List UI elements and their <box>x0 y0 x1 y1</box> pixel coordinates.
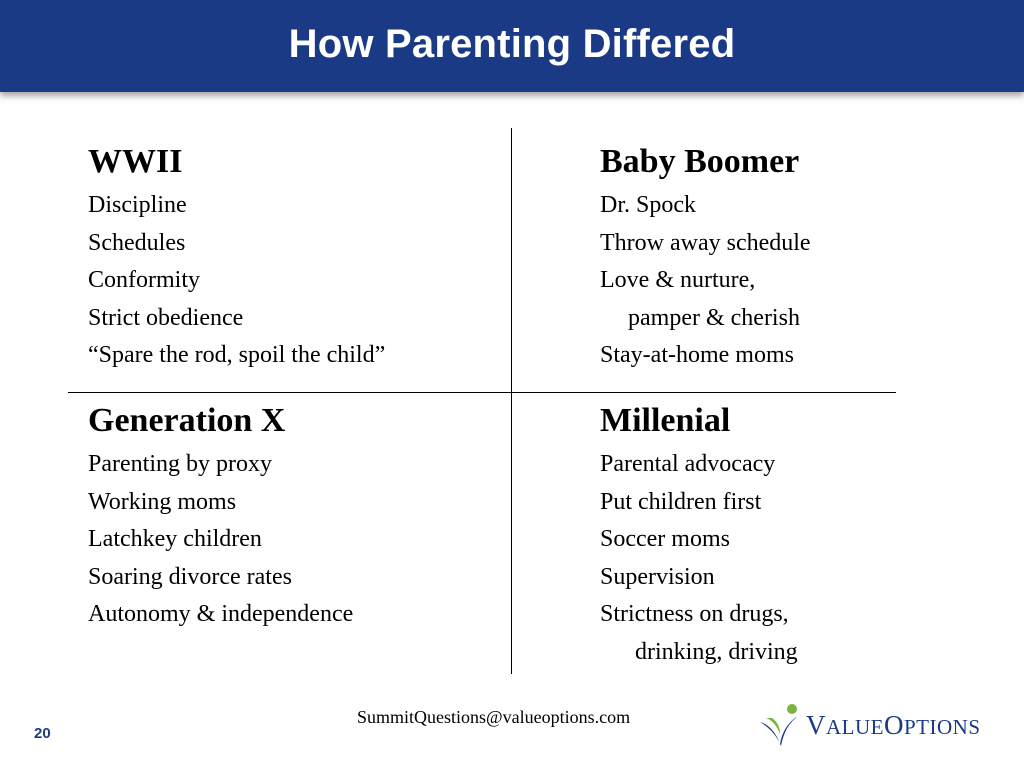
list-item: “Spare the rod, spoil the child” <box>88 342 386 369</box>
list-item-continuation: drinking, driving <box>635 638 798 665</box>
quadrant-heading: Baby Boomer <box>600 143 800 180</box>
list-item: Strictness on drugs, <box>600 601 789 628</box>
checkmark-person-icon <box>758 700 804 750</box>
quadrant-wwii <box>88 143 385 375</box>
item-list <box>88 187 385 375</box>
list-item: Parental advocacy <box>600 451 776 477</box>
slide-title: How Parenting Differed <box>288 21 736 66</box>
page-number: 20 <box>34 725 51 742</box>
logo-text <box>806 710 981 741</box>
quadrant-baby-boomer <box>600 143 811 375</box>
quadrant-heading: Generation X <box>88 402 286 439</box>
list-item: Dr. Spock <box>600 192 696 218</box>
list-item: Stay-at-home moms <box>600 342 794 369</box>
logo-letter: V <box>806 709 826 740</box>
item-list <box>88 446 353 634</box>
list-item: Love & nurture, <box>600 267 756 294</box>
quadrant-millenial <box>600 402 798 672</box>
quadrant-heading: Millenial <box>600 402 731 439</box>
quadrant-heading: WWII <box>88 143 183 180</box>
vertical-divider <box>511 128 512 674</box>
footer-email: SummitQuestions@valueoptions.com <box>357 707 631 727</box>
item-list <box>600 187 811 375</box>
quadrant-generation-x <box>88 402 353 634</box>
horizontal-divider <box>68 392 896 393</box>
list-item: Soccer moms <box>600 526 730 553</box>
logo-letter: O <box>884 709 904 740</box>
item-list <box>600 446 798 672</box>
logo-letters: ALUE <box>826 714 884 739</box>
list-item-continuation: pamper & cherish <box>628 304 800 331</box>
valueoptions-logo <box>758 700 981 750</box>
logo-letters: PTIONS <box>904 714 981 739</box>
list-item: Working moms <box>88 488 237 515</box>
list-item: Put children first <box>600 488 762 515</box>
list-item: Autonomy & independence <box>88 601 354 628</box>
list-item: Conformity <box>88 267 200 294</box>
list-item: Schedules <box>88 229 186 256</box>
list-item: Soaring divorce rates <box>88 563 292 590</box>
list-item: Supervision <box>600 563 715 590</box>
list-item: Latchkey children <box>88 526 262 553</box>
list-item: Discipline <box>88 192 187 218</box>
list-item: Parenting by proxy <box>88 451 272 477</box>
list-item: Throw away schedule <box>600 229 811 256</box>
list-item: Strict obedience <box>88 304 244 331</box>
title-bar <box>0 0 1024 92</box>
